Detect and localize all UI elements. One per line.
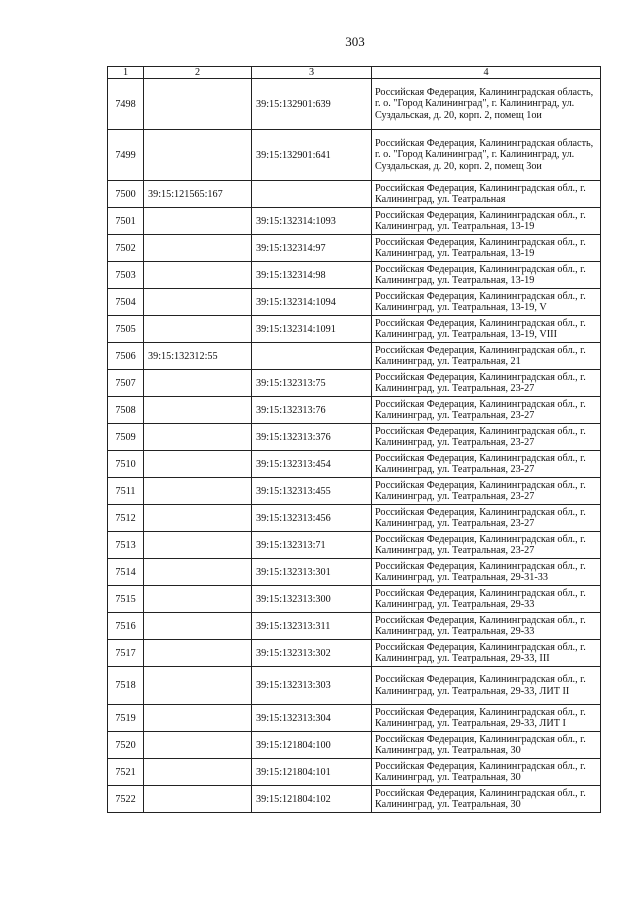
row-number: 7506 [108, 343, 144, 370]
address: Российская Федерация, Калининградская обл., г. Калининград, ул. Театральная, 13-19 [372, 208, 601, 235]
cadastral-number: 39:15:132313:301 [252, 559, 372, 586]
row-number: 7498 [108, 79, 144, 130]
parcel-number [144, 759, 252, 786]
address: Российская Федерация, Калининградская обл., г. Калининград, ул. Театральная, 29-33, III [372, 640, 601, 667]
cadastral-number: 39:15:121804:102 [252, 786, 372, 813]
row-number: 7518 [108, 667, 144, 705]
row-number: 7501 [108, 208, 144, 235]
table-row [108, 532, 601, 559]
table-row [108, 343, 601, 370]
parcel-number [144, 397, 252, 424]
parcel-number: 39:15:121565:167 [144, 181, 252, 208]
address: Российская Федерация, Калининградская обл., г. Калининград, ул. Театральная, 13-19 [372, 235, 601, 262]
row-number: 7521 [108, 759, 144, 786]
cadastral-number: 39:15:132314:1094 [252, 289, 372, 316]
parcel-number [144, 289, 252, 316]
table-row [108, 289, 601, 316]
cadastral-number: 39:15:132313:300 [252, 586, 372, 613]
cadastral-number: 39:15:121804:101 [252, 759, 372, 786]
parcel-number [144, 705, 252, 732]
address: Российская Федерация, Калининградская обл., г. Калининград, ул. Театральная, 30 [372, 732, 601, 759]
address: Российская Федерация, Калининградская обл., г. Калининград, ул. Театральная, 13-19, V [372, 289, 601, 316]
parcel-number [144, 586, 252, 613]
row-number: 7504 [108, 289, 144, 316]
parcel-number [144, 451, 252, 478]
address: Российская Федерация, Калининградская обл., г. Калининград, ул. Театральная, 30 [372, 786, 601, 813]
cadastral-number: 39:15:132901:641 [252, 130, 372, 181]
address: Российская Федерация, Калининградская обл., г. Калининград, ул. Театральная, 23-27 [372, 424, 601, 451]
cadastral-number: 39:15:121804:100 [252, 732, 372, 759]
parcel-number [144, 262, 252, 289]
row-number: 7508 [108, 397, 144, 424]
row-number: 7510 [108, 451, 144, 478]
table-row [108, 451, 601, 478]
cadastral-number [252, 181, 372, 208]
cadastral-number: 39:15:132314:97 [252, 235, 372, 262]
cadastral-number: 39:15:132313:311 [252, 613, 372, 640]
header-row [108, 67, 601, 79]
parcel-number [144, 316, 252, 343]
parcel-number [144, 532, 252, 559]
parcel-number [144, 559, 252, 586]
address: Российская Федерация, Калининградская обл., г. Калининград, ул. Театральная, 30 [372, 759, 601, 786]
parcel-number [144, 370, 252, 397]
cadastral-number: 39:15:132313:304 [252, 705, 372, 732]
row-number: 7516 [108, 613, 144, 640]
table-row [108, 208, 601, 235]
parcel-number [144, 786, 252, 813]
column-header-2: 2 [144, 67, 252, 79]
table-row [108, 235, 601, 262]
cadastral-number: 39:15:132313:76 [252, 397, 372, 424]
column-header-1: 1 [108, 67, 144, 79]
address: Российская Федерация, Калининградская обл., г. Калининград, ул. Театральная, 23-27 [372, 397, 601, 424]
address: Российская Федерация, Калининградская обл., г. Калининград, ул. Театральная [372, 181, 601, 208]
row-number: 7513 [108, 532, 144, 559]
parcel-number [144, 130, 252, 181]
address: Российская Федерация, Калининградская обл., г. Калининград, ул. Театральная, 23-27 [372, 451, 601, 478]
row-number: 7500 [108, 181, 144, 208]
parcel-number [144, 478, 252, 505]
row-number: 7499 [108, 130, 144, 181]
parcel-number [144, 613, 252, 640]
table-row [108, 130, 601, 181]
table-row [108, 559, 601, 586]
cadastral-number: 39:15:132313:456 [252, 505, 372, 532]
table-row [108, 640, 601, 667]
table-row [108, 316, 601, 343]
cadastral-number: 39:15:132313:454 [252, 451, 372, 478]
parcel-number [144, 79, 252, 130]
row-number: 7505 [108, 316, 144, 343]
row-number: 7502 [108, 235, 144, 262]
address: Российская Федерация, Калининградская область, г. о. "Город Калининград", г. Калининград, ул. Суздальская, д. 20, корп. 2, помещ 1ои [372, 79, 601, 130]
cadastral-number: 39:15:132313:71 [252, 532, 372, 559]
cadastral-number: 39:15:132314:98 [252, 262, 372, 289]
address: Российская Федерация, Калининградская обл., г. Калининград, ул. Театральная, 23-27 [372, 505, 601, 532]
address: Российская Федерация, Калининградская обл., г. Калининград, ул. Театральная, 23-27 [372, 370, 601, 397]
row-number: 7515 [108, 586, 144, 613]
cadastral-number: 39:15:132313:302 [252, 640, 372, 667]
row-number: 7522 [108, 786, 144, 813]
row-number: 7520 [108, 732, 144, 759]
address: Российская Федерация, Калининградская область, г. о. "Город Калининград", г. Калининград, ул. Суздальская, д. 20, корп. 2, помещ 3ои [372, 130, 601, 181]
table-row [108, 705, 601, 732]
table-row [108, 262, 601, 289]
table-row [108, 505, 601, 532]
table-row [108, 397, 601, 424]
table-row [108, 79, 601, 130]
row-number: 7517 [108, 640, 144, 667]
row-number: 7514 [108, 559, 144, 586]
cadastral-number: 39:15:132313:303 [252, 667, 372, 705]
cadastral-number: 39:15:132313:75 [252, 370, 372, 397]
table-row [108, 478, 601, 505]
table-row [108, 667, 601, 705]
cadastral-number [252, 343, 372, 370]
parcel-number [144, 424, 252, 451]
column-header-3: 3 [252, 67, 372, 79]
table-row [108, 424, 601, 451]
parcel-number [144, 667, 252, 705]
address: Российская Федерация, Калининградская обл., г. Калининград, ул. Театральная, 23-27 [372, 478, 601, 505]
table-row [108, 759, 601, 786]
parcel-number [144, 235, 252, 262]
parcel-number: 39:15:132312:55 [144, 343, 252, 370]
cadastral-number: 39:15:132313:376 [252, 424, 372, 451]
address: Российская Федерация, Калининградская обл., г. Калининград, ул. Театральная, 29-33, ЛИТ II [372, 667, 601, 705]
row-number: 7503 [108, 262, 144, 289]
address: Российская Федерация, Калининградская обл., г. Калининград, ул. Театральная, 13-19 [372, 262, 601, 289]
table-row [108, 613, 601, 640]
address: Российская Федерация, Калининградская обл., г. Калининград, ул. Театральная, 29-33, ЛИТ I [372, 705, 601, 732]
page-number: 303 [345, 34, 365, 49]
row-number: 7509 [108, 424, 144, 451]
table-row [108, 786, 601, 813]
cadastral-number: 39:15:132901:639 [252, 79, 372, 130]
parcel-number [144, 732, 252, 759]
parcel-number [144, 505, 252, 532]
row-number: 7519 [108, 705, 144, 732]
table-row [108, 370, 601, 397]
table-row [108, 181, 601, 208]
row-number: 7512 [108, 505, 144, 532]
registry-table [107, 66, 601, 813]
cadastral-number: 39:15:132313:455 [252, 478, 372, 505]
table-row [108, 732, 601, 759]
parcel-number [144, 208, 252, 235]
address: Российская Федерация, Калининградская обл., г. Калининград, ул. Театральная, 23-27 [372, 532, 601, 559]
address: Российская Федерация, Калининградская обл., г. Калининград, ул. Театральная, 29-33 [372, 613, 601, 640]
address: Российская Федерация, Калининградская обл., г. Калининград, ул. Театральная, 21 [372, 343, 601, 370]
parcel-number [144, 640, 252, 667]
address: Российская Федерация, Калининградская обл., г. Калининград, ул. Театральная, 29-31-33 [372, 559, 601, 586]
column-header-4: 4 [372, 67, 601, 79]
cadastral-number: 39:15:132314:1091 [252, 316, 372, 343]
table-body [108, 79, 601, 813]
row-number: 7507 [108, 370, 144, 397]
address: Российская Федерация, Калининградская обл., г. Калининград, ул. Театральная, 13-19, VIII [372, 316, 601, 343]
table-row [108, 586, 601, 613]
cadastral-number: 39:15:132314:1093 [252, 208, 372, 235]
row-number: 7511 [108, 478, 144, 505]
address: Российская Федерация, Калининградская обл., г. Калининград, ул. Театральная, 29-33 [372, 586, 601, 613]
